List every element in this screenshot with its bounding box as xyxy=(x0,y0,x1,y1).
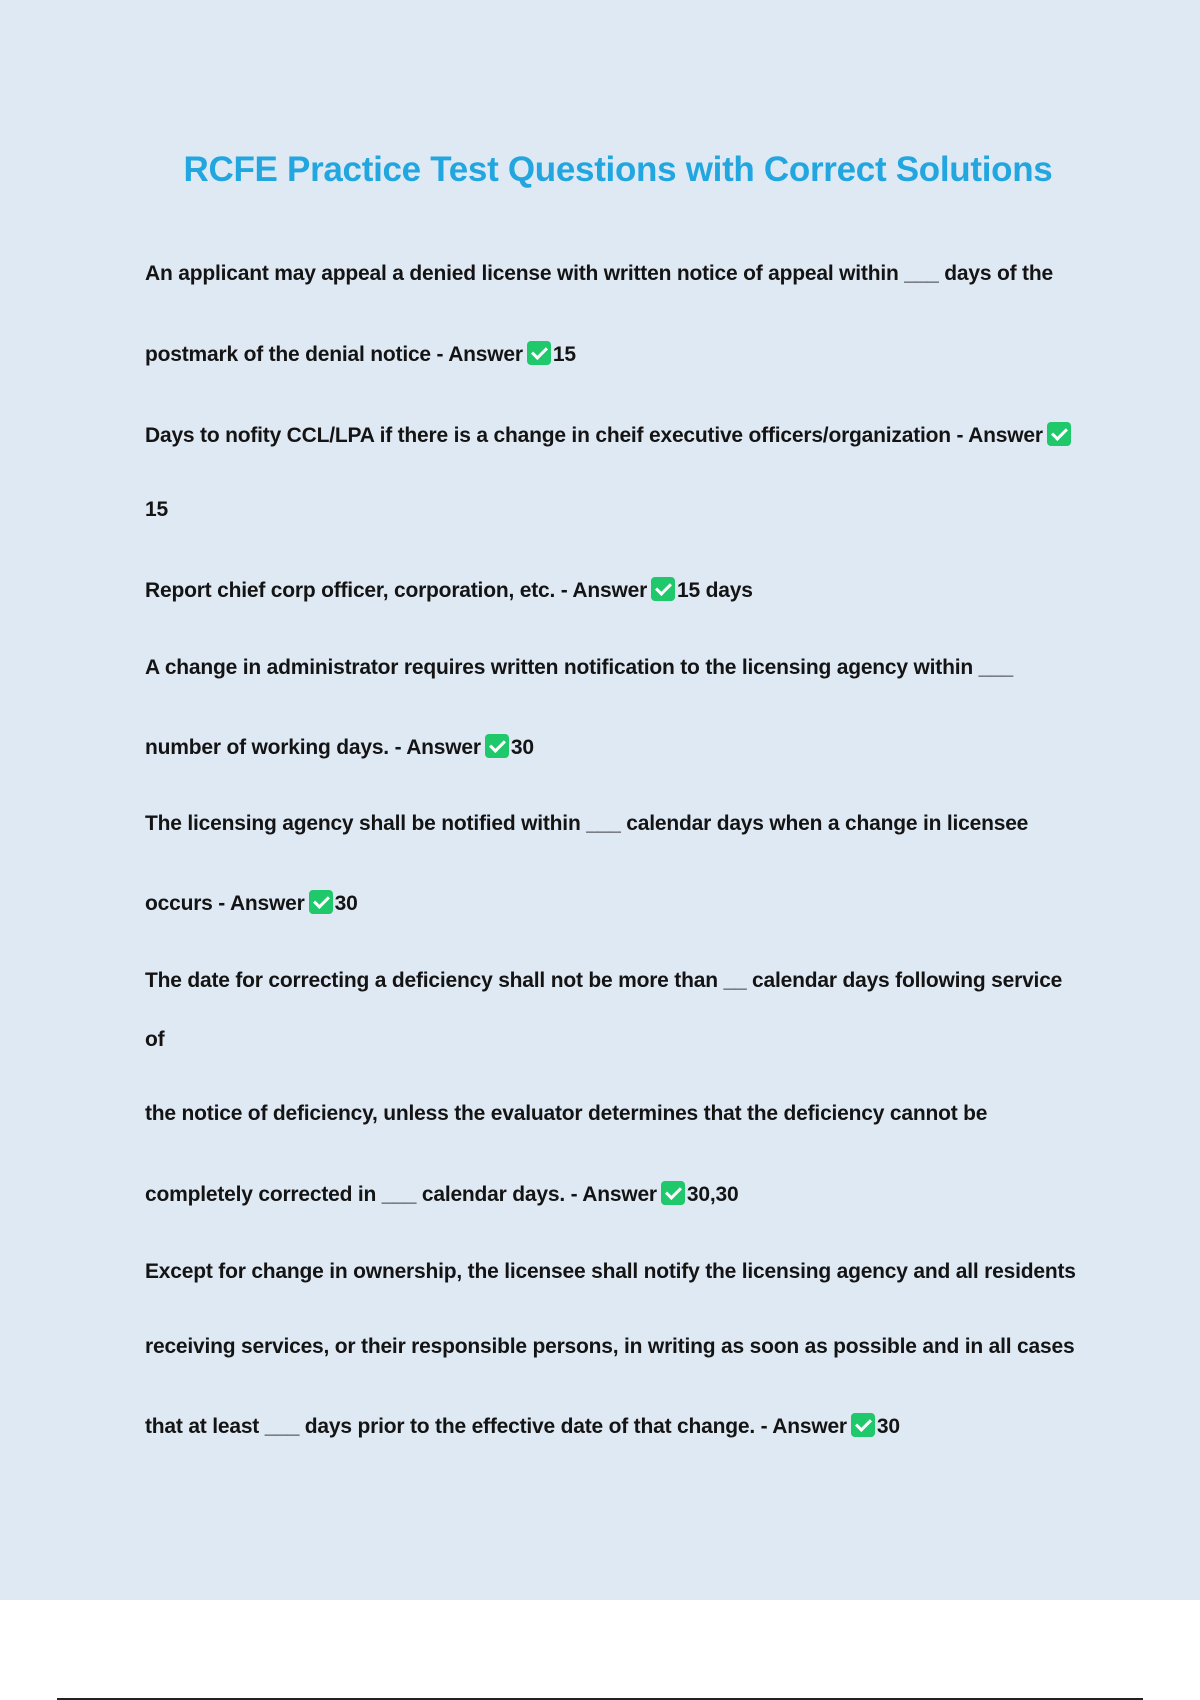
answer-value: 30 xyxy=(876,1415,900,1438)
check-mark-icon xyxy=(661,1181,685,1205)
answer-line xyxy=(145,734,534,760)
answer-line xyxy=(145,341,576,367)
answer-line xyxy=(145,577,753,603)
page-title: RCFE Practice Test Questions with Correct Solutions xyxy=(183,150,1053,189)
check-mark-icon xyxy=(485,734,509,758)
line-text: that at least ___ days prior to the effective date of that change. - Answer xyxy=(145,1415,847,1438)
line-text: number of working days. - Answer xyxy=(145,736,481,759)
line-text: The date for correcting a deficiency shall not be more than __ calendar days following service xyxy=(145,969,1063,992)
answer-line xyxy=(145,1413,900,1439)
text-line xyxy=(145,498,168,522)
line-text: receiving services, or their responsible persons, in writing as soon as possible and in all cases xyxy=(145,1335,1075,1358)
text-line xyxy=(145,262,1053,286)
answer-value: 30,30 xyxy=(686,1183,739,1206)
line-text: The licensing agency shall be notified within ___ calendar days when a change in licensee xyxy=(145,812,1029,835)
line-text: An applicant may appeal a denied license with written notice of appeal within ___ days of the xyxy=(145,262,1053,285)
answer-value: 15 xyxy=(552,343,576,366)
text-line xyxy=(145,1260,1076,1284)
line-text: Except for change in ownership, the licensee shall notify the licensing agency and all residents xyxy=(145,1260,1076,1283)
line-text: occurs - Answer xyxy=(145,892,305,915)
check-mark-icon xyxy=(851,1413,875,1437)
line-text: Days to nofity CCL/LPA if there is a change in cheif executive officers/organization - Answer xyxy=(145,424,1043,447)
answer-value: 30 xyxy=(334,892,358,915)
check-mark-icon xyxy=(651,577,675,601)
answer-line xyxy=(145,422,1073,448)
answer-value: 15 days xyxy=(677,579,753,602)
line-text: Report chief corp officer, corporation, etc. - Answer xyxy=(145,579,648,602)
line-text: completely corrected in ___ calendar days. - Answer xyxy=(145,1183,657,1206)
line-text: 15 xyxy=(145,498,168,521)
text-line xyxy=(145,656,1013,680)
check-mark-icon xyxy=(309,890,333,914)
check-mark-icon xyxy=(1047,422,1071,446)
line-text: of xyxy=(145,1028,165,1051)
answer-line xyxy=(145,890,358,916)
text-line xyxy=(145,969,1062,993)
text-line xyxy=(145,1028,164,1052)
text-line xyxy=(145,1102,987,1126)
check-mark-icon xyxy=(527,341,551,365)
line-text: the notice of deficiency, unless the evaluator determines that the deficiency cannot be xyxy=(145,1102,988,1125)
line-text: A change in administrator requires written notification to the licensing agency within ___ xyxy=(145,656,1014,679)
text-line xyxy=(145,1335,1074,1359)
answer-line xyxy=(145,1181,738,1207)
answer-value: 30 xyxy=(510,736,534,759)
line-text: postmark of the denial notice - Answer xyxy=(145,343,523,366)
text-line xyxy=(145,812,1028,836)
